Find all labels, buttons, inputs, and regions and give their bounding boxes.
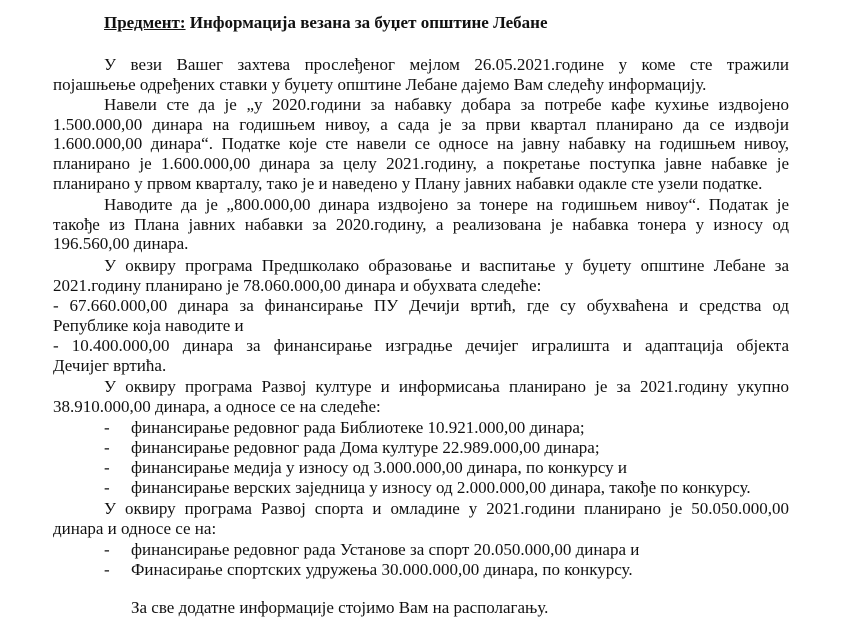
paragraph-line: - 10.400.000,00 динара за финансирање изградње дечијег игралишта и адаптација објекта <box>53 336 789 355</box>
paragraph-line: такође из Плана јавних набавки за 2020.годину, а реализована је набавка тонера у износу од <box>53 215 789 234</box>
list-item: финансирање верских заједница у износу од 2.000.000,00 динара, такође по конкурсу. <box>131 478 751 497</box>
paragraph-line: 38.910.000,00 динара, а односе се на следеће: <box>53 397 381 416</box>
paragraph-line: У оквиру програма Предшколако образовање и васпитање у буџету општине Лебане за <box>104 256 789 275</box>
list-item: финансирање редовног рада Библиотеке 10.921.000,00 динара; <box>131 418 585 437</box>
paragraph-line: - 67.660.000,00 динара за финансирање ПУ Дечији вртић, где су обухваћена и средства од <box>53 296 789 315</box>
paragraph-line: планирано је 1.600.000,00 динара за целу 2021.годину, а покретање поступка јавне набавке је <box>53 154 789 173</box>
paragraph-line: Наводите да је „800.000,00 динара издвојено за тонере на годишњем нивоу“. Податак је <box>104 195 789 214</box>
paragraph-line: 196.560,00 динара. <box>53 234 189 253</box>
subject-text: Информација везана за буџет општине Лебане <box>185 13 548 32</box>
paragraph-line: 2021.годину планирано је 78.060.000,00 динара и обухвата следеће: <box>53 276 542 295</box>
list-item: Финасирање спортских удружења 30.000.000,00 динара, по конкурсу. <box>131 560 633 579</box>
list-item: финансирање медија у износу од 3.000.000,00 динара, по конкурсу и <box>131 458 628 477</box>
bullet-dash: - <box>104 560 110 579</box>
paragraph-line: У вези Вашег захтева прослеђеног мејлом 26.05.2021.године у коме сте тражили <box>104 55 789 74</box>
paragraph-line: 1.500.000,00 динара на годишњем нивоу, а сада је за први квартал планирано да се издвоји <box>53 115 789 134</box>
paragraph-line: Навели сте да је „у 2020.години за набавку добара за потребе кафе кухиње издвојено <box>104 95 789 114</box>
paragraph-line: Дечијег вртића. <box>53 356 167 375</box>
paragraph-line: планирано у првом кварталу, тако је и наведено у Плану јавних набавки одакле сте узели податке. <box>53 174 763 193</box>
bullet-dash: - <box>104 540 110 559</box>
bullet-dash: - <box>104 418 110 437</box>
paragraph-line: појашњење одређених ставки у буџету општине Лебане дајемо Вам следећу информацију. <box>53 75 707 94</box>
subject-label: Предмент: <box>104 13 186 32</box>
bullet-dash: - <box>104 438 110 457</box>
bullet-dash: - <box>104 478 110 497</box>
paragraph-line: динара и односе се на: <box>53 519 217 538</box>
list-item: финансирање редовног рада Установе за спорт 20.050.000,00 динара и <box>131 540 640 559</box>
closing-line: За све додатне информације стојимо Вам на располагању. <box>131 598 549 617</box>
paragraph-line: Републике која наводите и <box>53 316 244 335</box>
bullet-dash: - <box>104 458 110 477</box>
paragraph-line: 1.600.000,00 динара“. Податке које сте навели се односе на јавну набавку на годишњем нивоу, <box>53 134 789 153</box>
paragraph-line: У оквиру програма Развој спорта и омладине у 2021.години планирано је 50.050.000,00 <box>104 499 789 518</box>
list-item: финансирање редовног рада Дома културе 22.989.000,00 динара; <box>131 438 600 457</box>
paragraph-line: У оквиру програма Развој културе и информисања планирано је за 2021.годину укупно <box>104 377 789 396</box>
subject-heading <box>104 13 548 32</box>
